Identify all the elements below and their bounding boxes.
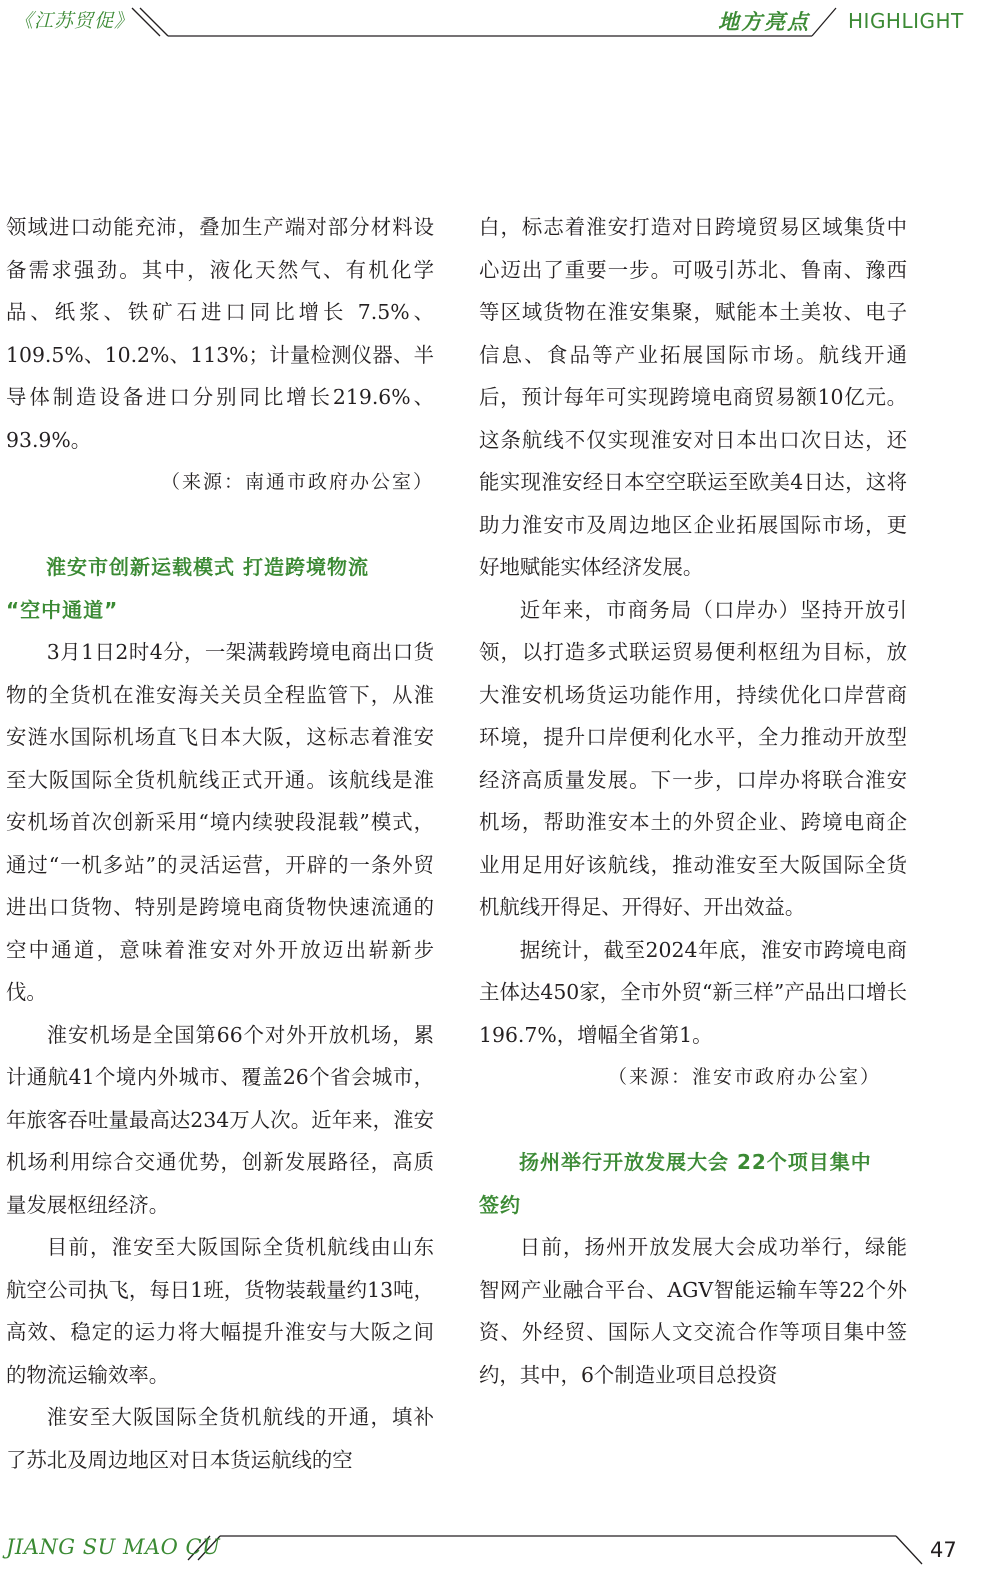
paragraph: 近年来，市商务局（口岸办）坚持开放引领，以打造多式联运贸易便利枢纽为目标，放大淮安机场货运功能作用，持续优化口岸营商环境，提升口岸便利化水平，全力推动开放型经济高质量发展。下一步，口岸办将联合淮安机场，帮助淮安本土的外贸企业、跨境电商企业用足用好该航线，推动淮安至大阪国际全货机航线开得足、开得好、开出效益。: [479, 597, 907, 919]
page-footer: [0, 1530, 1000, 1595]
spacer: [479, 1099, 907, 1142]
section-title-en: HIGHLIGHT: [848, 9, 964, 33]
source-note: （来源：淮安市政府办公室）: [607, 1066, 881, 1088]
left-column: [6, 206, 434, 1481]
article-heading-line: 淮安市创新运载模式 打造跨境物流: [46, 555, 369, 579]
right-column: [479, 206, 907, 1396]
source-note: （来源：南通市政府办公室）: [160, 471, 434, 493]
paragraph: 领域进口动能充沛，叠加生产端对部分材料设备需求强劲。其中，液化天然气、有机化学品、纸浆、铁矿石进口同比增长 7.5%、109.5%、10.2%、113%；计量检测仪器、半导体制造设备进口分别同比增长219.6%、93.9%。: [6, 215, 434, 452]
page-number: 47: [930, 1538, 957, 1562]
article-heading-line: “空中通道”: [6, 597, 119, 622]
paragraph: 日前，扬州开放发展大会成功举行，绿能智网产业融合平台、AGV智能运输车等22个外资、外经贸、国际人文交流合作等项目集中签约，其中，6个制造业项目总投资: [479, 1235, 907, 1387]
paragraph: 淮安至大阪国际全货机航线的开通，填补了苏北及周边地区对日本货运航线的空: [6, 1405, 434, 1472]
paragraph: 淮安机场是全国第66个对外开放机场，累计通航41个境内外城市、覆盖26个省会城市，年旅客吞吐量最高达234万人次。近年来，淮安机场利用综合交通优势，创新发展路径，高质量发展枢纽经济。: [6, 1022, 434, 1217]
spacer: [6, 504, 434, 547]
article-heading-line: 扬州举行开放发展大会 22个项目集中: [519, 1150, 872, 1174]
section-title-zh: 地方亮点: [718, 9, 810, 34]
paragraph: 据统计，截至2024年底，淮安市跨境电商主体达450家，全市外贸“新三样”产品出口增长196.7%，增幅全省第1。: [479, 937, 907, 1047]
paragraph: 目前，淮安至大阪国际全货机航线由山东航空公司执飞，每日1班，货物装载量约13吨，高效、稳定的运力将大幅提升淮安与大阪之间的物流运输效率。: [6, 1235, 434, 1387]
magazine-title: 《江苏贸促》: [14, 10, 135, 32]
article-heading-line: 签约: [479, 1192, 521, 1217]
paragraph: 3月1日2时4分，一架满载跨境电商出口货物的全货机在淮安海关关员全程监管下，从淮安涟水国际机场直飞日本大阪，这标志着淮安至大阪国际全货机航线正式开通。该航线是淮安机场首次创新采用“境内续驶段混载”模式，通过“一机多站”的灵活运营，开辟的一条外贸进出口货物、特别是跨境电商货物快速流通的空中通道，意味着淮安对外开放迈出崭新步伐。: [6, 640, 434, 1004]
paragraph: 白，标志着淮安打造对日跨境贸易区域集货中心迈出了重要一步。可吸引苏北、鲁南、豫西等区域货物在淮安集聚，赋能本土美妆、电子信息、食品等产业拓展国际市场。航线开通后，预计每年可实现跨境电商贸易额10亿元。这条航线不仅实现淮安对日本出口次日达，还能实现淮安经日本空空联运至欧美4日达，这将助力淮安市及周边地区企业拓展国际市场，更好地赋能实体经济发展。: [479, 215, 907, 579]
page-header: [0, 0, 1000, 60]
footer-magazine-name: JIANG SU MAO CU: [6, 1535, 221, 1559]
